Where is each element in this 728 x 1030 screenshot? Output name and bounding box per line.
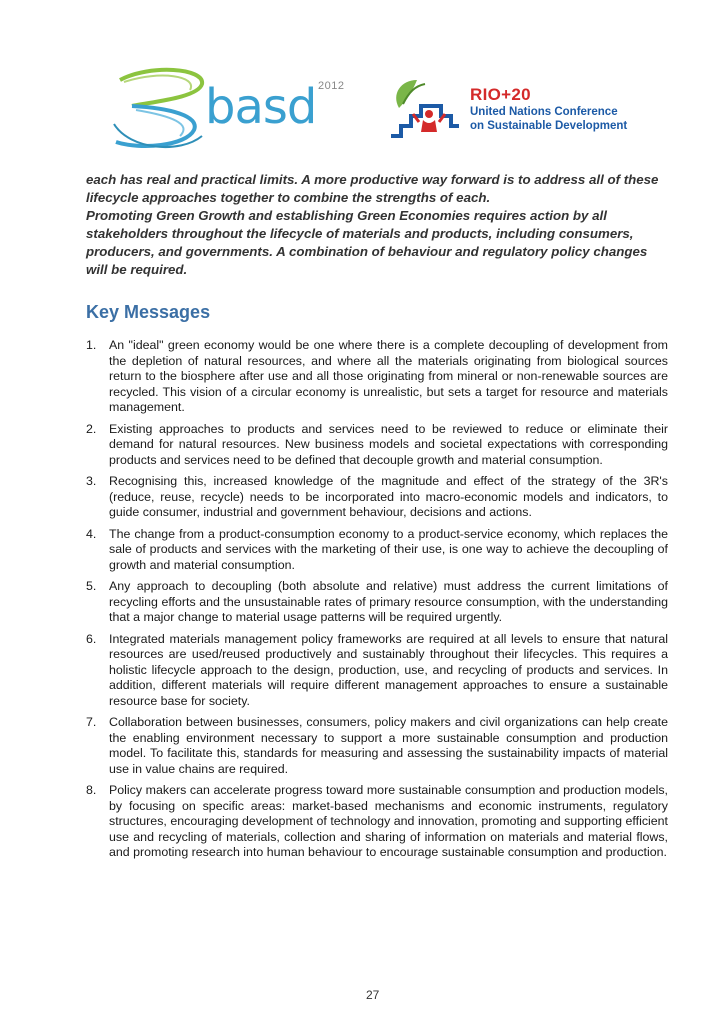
page-number: 27 [366, 988, 380, 1002]
list-item [86, 474, 668, 521]
intro-text [86, 171, 666, 279]
rio20-subtitle-line1: United Nations Conference [470, 106, 618, 118]
list-item-number: 6. [86, 631, 97, 646]
list-item-number: 5. [86, 579, 97, 593]
basd-wordmark: basd [205, 79, 317, 135]
list-item-text: Collaboration between businesses, consumers, policy makers and civil organizations can help create the enabling environment necessary to support a more sustainable consumption and production model. To facilitate this, standards for measuring and assessing the sustainability impacts of material use in value chains are required. [109, 715, 668, 776]
list-item [86, 422, 668, 469]
list-item-number: 1. [86, 338, 97, 352]
list-item [86, 783, 668, 861]
key-messages-list [86, 338, 668, 867]
rio20-subtitle-line2: on Sustainable Development [470, 120, 628, 132]
list-item [86, 338, 668, 416]
intro-paragraph-1: each has real and practical limits. A more productive way forward is to address all of these lifecycle approaches together to combine the strengths of each. [86, 172, 659, 205]
header-logos [0, 0, 728, 160]
list-item-text: Recognising this, increased knowledge of the magnitude and effect of the strategy of the 3R's (reduce, reuse, recycle) needs to be incorporated into macro-economic models and indicators, to guide consumer, industrial and government behaviour, decisions and actions. [109, 474, 668, 519]
rio20-subtitle [470, 105, 670, 133]
rio20-emblem-icon [385, 74, 465, 154]
list-item [86, 632, 668, 710]
list-item-number: 4. [86, 526, 97, 541]
list-item-text: The change from a product-consumption economy to a product-service economy, which replaces the sale of products and services with the marketing of their use, is one way to achieve the decoupling of growth and material consumption. [109, 526, 668, 572]
list-item [86, 715, 668, 777]
list-item-text: Policy makers can accelerate progress toward more sustainable consumption and production models, by focusing on specific areas: market-based mechanisms and economic instruments, regulatory structures, encouraging development of technology and innovation, promoting and supporting efficient use and recycling of materials, collection and sharing of information on materials and material flows, and promoting research into human behaviour to encourage sustainable consumption and production. [109, 783, 668, 859]
list-item-number: 3. [86, 474, 97, 488]
list-item-text: Integrated materials management policy frameworks are required at all levels to ensure that natural resources are used/reused productively and sustainably throughout their lifecycles. This requires a holistic lifecycle approach to the design, production, use, and recycling of products and services. In addition, different materials will require different management approaches to ensure a sustainable resource base for society. [109, 631, 668, 708]
list-item [86, 579, 668, 626]
rio20-title: RIO+20 [470, 85, 531, 104]
list-item-text: Any approach to decoupling (both absolute and relative) must address the current limitations of recycling efforts and the unsustainable rates of primary resource consumption, with the understanding that a major change to material usage patterns will be required urgently. [109, 579, 668, 624]
intro-paragraph-2: Promoting Green Growth and establishing Green Economies requires action by all stakeholders throughout the lifecycle of materials and products, including consumers, producers, and governments. A combination of behaviour and regulatory policy changes will be required. [86, 208, 648, 277]
basd-year: 2012 [318, 80, 345, 92]
key-messages-heading: Key Messages [86, 302, 211, 322]
list-item-number: 2. [86, 421, 97, 436]
list-item-number: 8. [86, 783, 97, 797]
list-item-text: An "ideal" green economy would be one where there is a complete decoupling of development from the depletion of natural resources, and where all the materials originating from biological sources return to the biosphere after use and all those originating from mineral or non-renewable sources are recycled. This vision of a circular economy is unrealistic, but sets a target for resource and materials management. [109, 338, 668, 414]
list-item [86, 527, 668, 574]
list-item-number: 7. [86, 715, 97, 729]
list-item-text: Existing approaches to products and services need to be reviewed to reduce or eliminate their demand for natural resources. New business models and societal expectations with corresponding products and services need to be defined that decouple growth and material consumption. [109, 421, 668, 467]
